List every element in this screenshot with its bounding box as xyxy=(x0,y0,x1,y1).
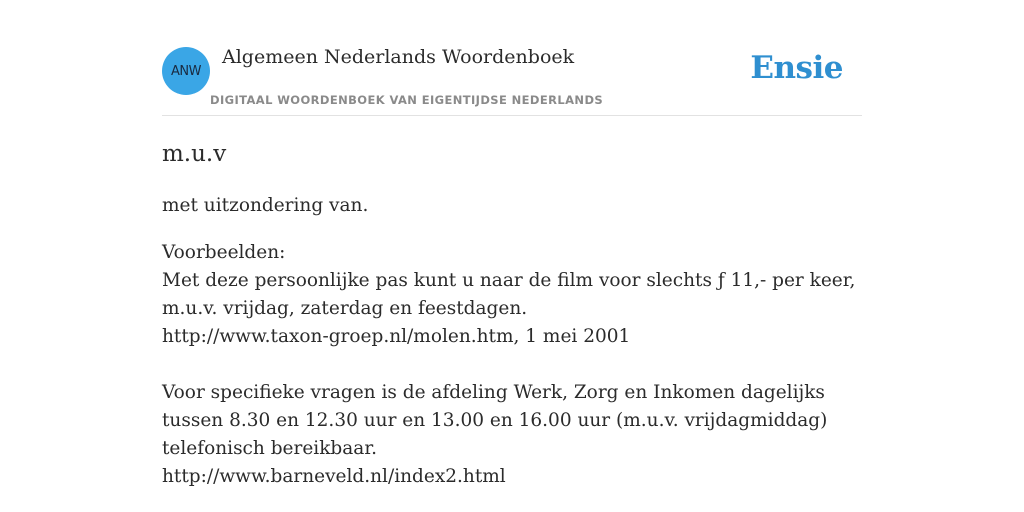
site-subtitle: DIGITAAL WOORDENBOEK VAN EIGENTIJDSE NEDERLANDS xyxy=(210,93,604,107)
example-source: http://www.barneveld.nl/index2.html xyxy=(162,466,506,487)
entry-definition: met uitzondering van. xyxy=(162,195,369,216)
site-title[interactable]: Algemeen Nederlands Woordenboek xyxy=(222,46,575,68)
header-divider xyxy=(162,115,862,116)
example-text: Met deze persoonlijke pas kunt u naar de film voor slechts ƒ 11,- per keer, m.u.v. vrijdag, zaterdag en feestdagen. xyxy=(162,270,856,319)
entry-headword: m.u.v xyxy=(162,141,227,167)
example-source: http://www.taxon-groep.nl/molen.htm, 1 mei 2001 xyxy=(162,326,631,347)
ensie-brand-logo[interactable]: Ensie xyxy=(750,50,843,86)
entry-content xyxy=(162,192,862,491)
anw-logo[interactable]: ANW xyxy=(162,47,210,95)
example-text: Voor specifieke vragen is de afdeling Werk, Zorg en Inkomen dagelijks tussen 8.30 en 12.30 uur en 13.00 en 16.00 uur (m.u.v. vrijdagmiddag) telefonisch bereikbaar. xyxy=(162,382,828,459)
examples-label: Voorbeelden: xyxy=(162,242,286,263)
example-separator xyxy=(162,351,862,379)
